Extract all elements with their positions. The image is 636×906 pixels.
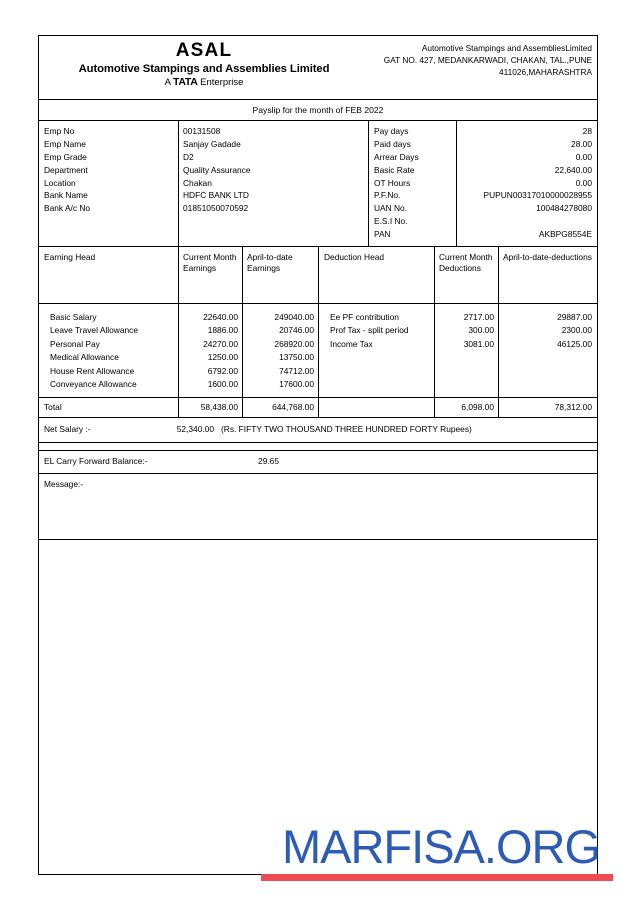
earning-head-item: House Rent Allowance <box>50 365 135 376</box>
earning-current-column <box>179 304 243 397</box>
el-carry-forward-label: EL Carry Forward Balance:- <box>44 456 148 467</box>
deduction-head-item: Prof Tax - split period <box>330 325 409 336</box>
earning-current-value: 22640.00 <box>203 312 238 323</box>
net-salary-in-words: (Rs. FIFTY TWO THOUSAND THREE HUNDRED FORTY Rupees) <box>221 424 472 435</box>
divider <box>39 443 597 451</box>
earning-current-value: 6792.00 <box>207 365 238 376</box>
deduction-head-column <box>319 304 435 397</box>
message-row <box>39 474 597 540</box>
earning-head-column <box>39 304 179 397</box>
pay-info-labels <box>369 121 457 246</box>
watermark-text: MARFISA.ORG <box>281 820 601 873</box>
deduction-ytd-value: 2300.00 <box>561 325 592 336</box>
company-branding <box>39 36 369 99</box>
deduction-ytd-value: 29887.00 <box>557 312 592 323</box>
employee-detail-labels <box>39 121 179 246</box>
label-uan-no: UAN No. <box>374 203 408 214</box>
value-pay-days: 28 <box>582 126 592 136</box>
column-header-earning-head: Earning Head <box>39 247 179 303</box>
column-header-deduction-head: Deduction Head <box>319 247 435 303</box>
label-bank-account-no: Bank A/c No <box>44 203 91 214</box>
earning-current-value: 24270.00 <box>203 338 238 349</box>
el-carry-forward-row <box>39 451 597 474</box>
column-header-current-month-deductions: Current Month Deductions <box>435 247 499 303</box>
label-emp-name: Emp Name <box>44 138 86 149</box>
company-logo-text: ASAL <box>175 40 233 61</box>
deduction-current-column <box>435 304 499 397</box>
table-total-row <box>39 397 597 417</box>
column-header-april-to-date-earnings: April-to-date Earnings <box>243 247 319 303</box>
earning-head-item: Medical Allowance <box>50 352 119 363</box>
value-emp-no: 00131508 <box>183 126 221 136</box>
deduction-current-value: 300.00 <box>468 325 494 336</box>
total-deductions-ytd: 78,312.00 <box>554 402 592 413</box>
earning-current-value: 1600.00 <box>207 378 238 389</box>
tata-logo-text: TATA <box>173 76 198 89</box>
label-ot-hours: OT Hours <box>374 177 411 188</box>
value-uan-no: 100484278080 <box>536 203 592 214</box>
earning-head-item: Conveyance Allowance <box>50 378 137 389</box>
deduction-current-value: 3081.00 <box>463 338 494 349</box>
earning-ytd-value: 268920.00 <box>274 338 314 349</box>
column-header-current-month-earnings: Current Month Earnings <box>179 247 243 303</box>
earning-head-item: Basic Salary <box>50 312 97 323</box>
payslip-title: Payslip for the month of FEB 2022 <box>39 100 597 121</box>
earning-ytd-value: 17600.00 <box>279 378 314 389</box>
address-line-3: 411026,MAHARASHTRA <box>499 67 592 78</box>
total-earnings-current: 58,438.00 <box>179 398 243 417</box>
label-paid-days: Paid days <box>374 138 411 149</box>
label-emp-no: Emp No <box>44 126 75 136</box>
net-salary-amount: 52,340.00 <box>176 424 214 435</box>
total-deduction-head-empty <box>319 398 435 417</box>
label-emp-grade: Emp Grade <box>44 151 87 162</box>
value-bank-account-no: 01851050070592 <box>183 203 249 214</box>
earning-current-value: 1886.00 <box>207 325 238 336</box>
deduction-ytd-value: 46125.00 <box>557 338 592 349</box>
value-location: Chakan <box>183 177 212 188</box>
value-basic-rate: 22,640.00 <box>554 164 592 175</box>
address-line-1: Automotive Stampings and AssembliesLimited <box>421 43 592 53</box>
value-bank-name: HDFC BANK LTD <box>183 190 249 201</box>
value-arrear-days: 0.00 <box>575 151 592 162</box>
tata-enterprise-tagline <box>39 77 369 89</box>
deduction-head-item: Income Tax <box>330 338 373 349</box>
label-bank-name: Bank Name <box>44 190 88 201</box>
label-department: Department <box>44 164 88 175</box>
total-label: Total <box>39 398 179 417</box>
earning-current-value: 1250.00 <box>207 352 238 363</box>
earning-head-item: Leave Travel Allowance <box>50 325 138 336</box>
value-paid-days: 28.00 <box>571 138 592 149</box>
earning-ytd-column <box>243 304 319 397</box>
value-ot-hours: 0.00 <box>575 177 592 188</box>
label-esi-no: E.S.I No. <box>374 216 408 227</box>
payslip-document <box>38 35 598 875</box>
table-body-row <box>39 304 597 397</box>
label-location: Location <box>44 177 76 188</box>
deduction-ytd-column <box>499 304 597 397</box>
tagline-prefix: A <box>164 77 171 89</box>
label-arrear-days: Arrear Days <box>374 151 419 162</box>
earnings-deductions-table <box>39 247 597 418</box>
total-deductions-current: 6,098.00 <box>435 398 499 417</box>
address-line-2: GAT NO. 427, MEDANKARWADI, CHAKAN, TAL.,PUNE <box>383 55 592 66</box>
value-esi-no <box>461 215 592 228</box>
deduction-current-value: 2717.00 <box>463 312 494 323</box>
net-salary-label: Net Salary :- <box>44 424 91 435</box>
earning-ytd-value: 249040.00 <box>274 312 314 323</box>
label-basic-rate: Basic Rate <box>374 164 415 175</box>
value-pan: AKBPG8554E <box>538 229 592 240</box>
value-emp-grade: D2 <box>183 151 194 162</box>
message-label: Message:- <box>44 479 84 490</box>
table-header-row <box>39 247 597 304</box>
label-pf-no: P.F.No. <box>374 190 401 201</box>
column-header-april-to-date-deductions: April-to-date-deductions <box>503 252 592 263</box>
employee-details-group <box>39 121 369 246</box>
earning-ytd-value: 13750.00 <box>279 352 314 363</box>
document-header <box>39 36 597 100</box>
company-name: Automotive Stampings and Assemblies Limited <box>78 62 330 75</box>
el-carry-forward-value: 29.65 <box>258 456 279 467</box>
earning-ytd-value: 20746.00 <box>279 325 314 336</box>
deduction-head-item: Ee PF contribution <box>330 312 399 323</box>
watermark-accent-bar <box>261 874 613 881</box>
value-emp-name: Sanjay Gadade <box>183 138 241 149</box>
label-pay-days: Pay days <box>374 126 409 136</box>
value-department: Quality Assurance <box>183 164 251 175</box>
employee-info-section <box>39 121 597 247</box>
tagline-suffix: Enterprise <box>200 77 244 89</box>
total-earnings-ytd: 644,768.00 <box>243 398 319 417</box>
earning-ytd-value: 74712.00 <box>279 365 314 376</box>
company-address <box>369 36 597 99</box>
net-salary-row <box>39 418 597 443</box>
employee-detail-values <box>179 121 368 246</box>
pay-info-values <box>457 121 597 246</box>
label-pan: PAN <box>374 229 391 240</box>
value-pf-no: PUPUN00317010000028955 <box>483 190 592 201</box>
blank-content-area <box>39 540 597 874</box>
pay-info-group <box>369 121 597 246</box>
earning-head-item: Personal Pay <box>50 338 100 349</box>
